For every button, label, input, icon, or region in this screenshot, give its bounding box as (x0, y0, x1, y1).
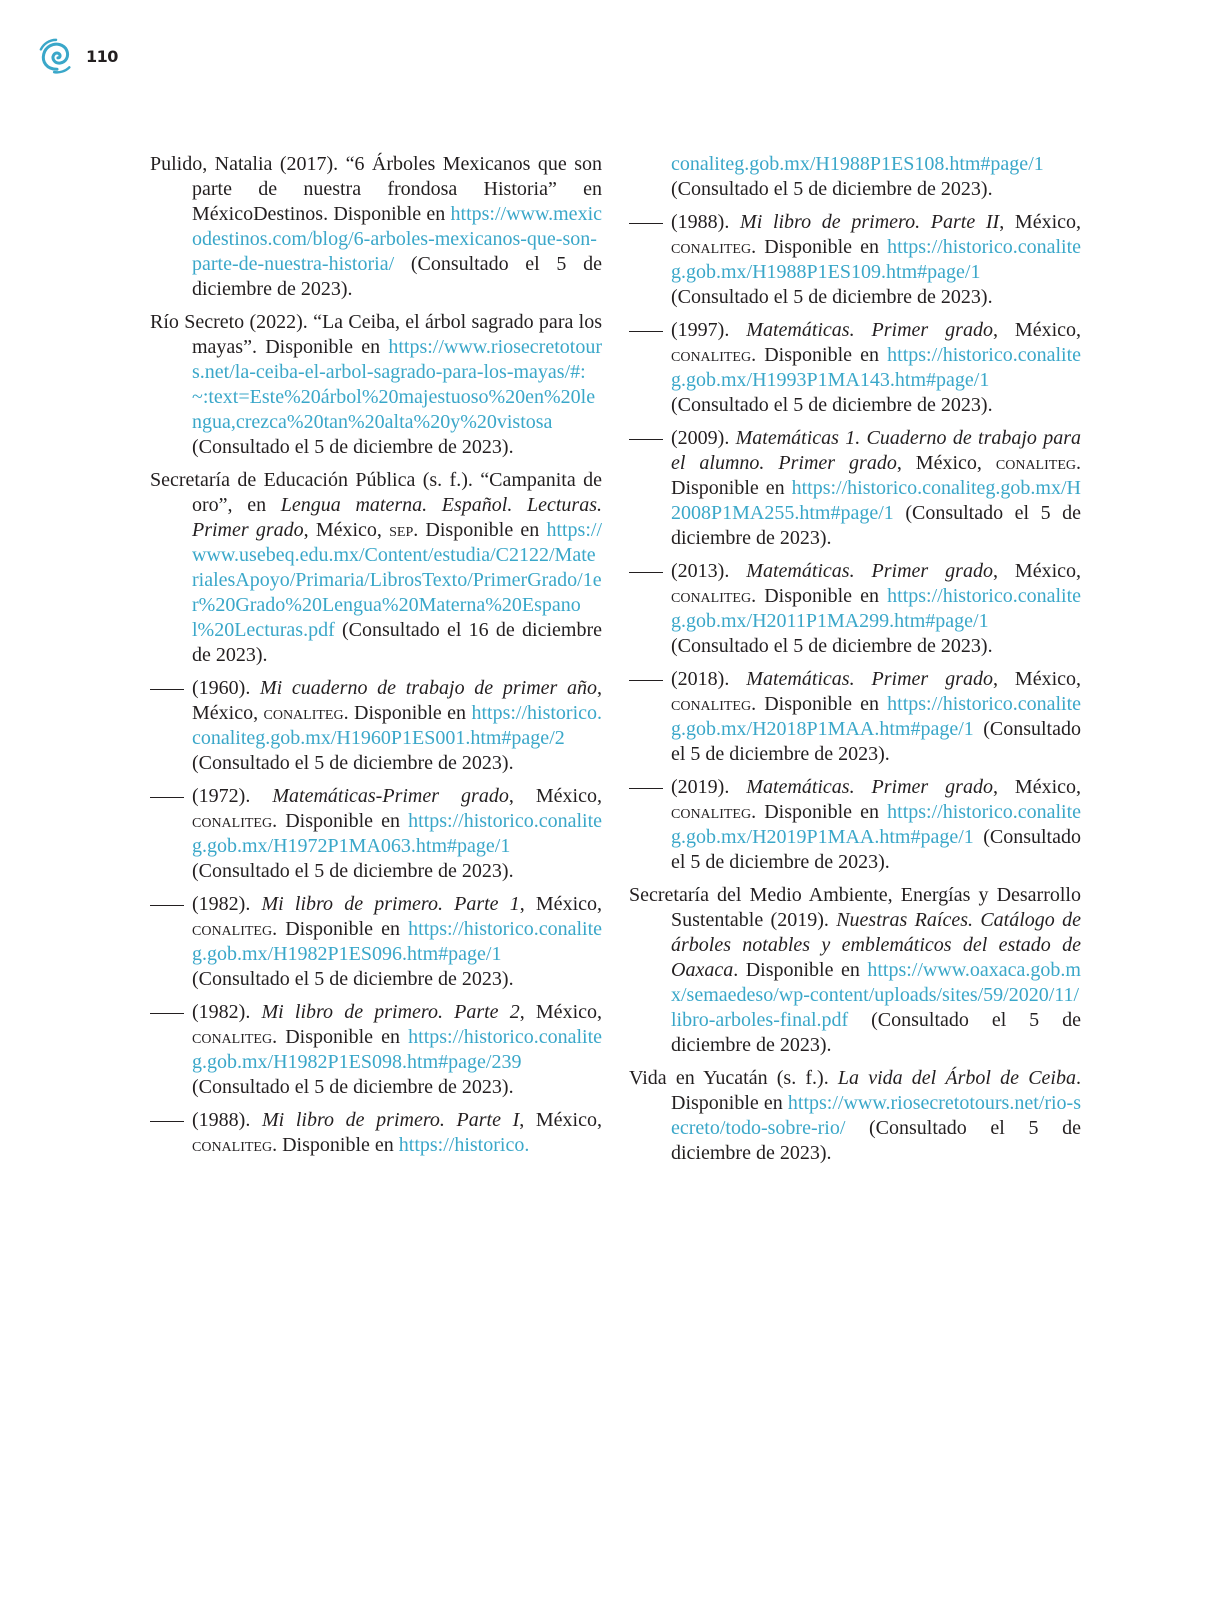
reference-link[interactable]: https://www.riosecretotours.net/la-ceiba-el-arbol-sagrado-para-los-mayas/#:~:text=Este%20árbol%20majestuoso%20en%20lengua,crezca%20tan%20alta%20y%20vistosa (192, 336, 602, 433)
reference-link[interactable]: https://www.mexicodestinos.com/blog/6-arboles-mexicanos-que-son-parte-de-nuestra-historia/ (192, 203, 602, 275)
reference-entry: (1972). Matemáticas-Primer grado, México, conaliteg. Disponible en https://historico.conaliteg.gob.mx/H1972P1MA063.htm#page/1 (Consultado el 5 de diciembre de 2023). (150, 784, 602, 884)
reference-entry: (2009). Matemáticas 1. Cuaderno de trabajo para el alumno. Primer grado, México, conaliteg. Disponible en https://historico.conaliteg.gob.mx/H2008P1MA255.htm#page/1 (Consultado el 5 de diciembre de 2023). (629, 426, 1081, 551)
reference-entry: (2018). Matemáticas. Primer grado, México, conaliteg. Disponible en https://historico.conaliteg.gob.mx/H2018P1MAA.htm#page/1 (Consultado el 5 de diciembre de 2023). (629, 667, 1081, 767)
reference-link[interactable]: https://historico.conaliteg.gob.mx/H1960P1ES001.htm#page/2 (192, 702, 603, 749)
spiral-wave-icon (38, 38, 76, 74)
reference-link[interactable]: https://historico.conaliteg.gob.mx/H2011P1MA299.htm#page/1 (671, 585, 1081, 632)
reference-link[interactable]: https://historico.conaliteg.gob.mx/H1982P1ES096.htm#page/1 (192, 918, 602, 965)
reference-entry: (1997). Matemáticas. Primer grado, México, conaliteg. Disponible en https://historico.conaliteg.gob.mx/H1993P1MA143.htm#page/1 (Consultado el 5 de diciembre de 2023). (629, 318, 1081, 418)
reference-entry-continued: conaliteg.gob.mx/H1988P1ES108.htm#page/1 (Consultado el 5 de diciembre de 2023). (671, 153, 1044, 200)
reference-entry: (2019). Matemáticas. Primer grado, México, conaliteg. Disponible en https://historico.conaliteg.gob.mx/H2019P1MAA.htm#page/1 (Consultado el 5 de diciembre de 2023). (629, 775, 1081, 875)
page-header (38, 36, 118, 76)
reference-link[interactable]: https://historico.conaliteg.gob.mx/H2019P1MAA.htm#page/1 (671, 801, 1081, 848)
reference-entry: Secretaría del Medio Ambiente, Energías y Desarrollo Sustentable (2019). Nuestras Raíces. Catálogo de árboles notables y emblemáticos del estado de Oaxaca. Disponible en https://www.oaxaca.gob.mx/semaedeso/wp-content/uploads/sites/59/2020/11/libro-arboles-final.pdf (Consultado el 5 de diciembre de 2023). (629, 884, 1082, 1056)
repeat-author-dash (629, 331, 663, 332)
reference-entry: Vida en Yucatán (s. f.). La vida del Árbol de Ceiba. Disponible en https://www.riosecretotours.net/rio-secreto/todo-sobre-rio/ (Consultado el 5 de diciembre de 2023). (629, 1067, 1081, 1164)
repeat-author-dash (629, 788, 663, 789)
reference-link[interactable]: https://historico.conaliteg.gob.mx/H1988P1ES109.htm#page/1 (671, 236, 1081, 283)
reference-entry: (1988). Mi libro de primero. Parte I, México, conaliteg. Disponible en https://historico. (150, 1108, 602, 1158)
reference-link[interactable]: https://historico.conaliteg.gob.mx/H2018P1MAA.htm#page/1 (671, 693, 1081, 740)
reference-link[interactable]: https://historico.conaliteg.gob.mx/H1993P1MA143.htm#page/1 (671, 344, 1081, 391)
reference-link[interactable]: https://historico.conaliteg.gob.mx/H1982P1ES098.htm#page/239 (192, 1026, 602, 1073)
reference-link[interactable]: https://historico.conaliteg.gob.mx/H1972P1MA063.htm#page/1 (192, 810, 602, 857)
repeat-author-dash (150, 905, 184, 906)
reference-entry: (1988). Mi libro de primero. Parte II, México, conaliteg. Disponible en https://historico.conaliteg.gob.mx/H1988P1ES109.htm#page/1 (Consultado el 5 de diciembre de 2023). (629, 210, 1081, 310)
references-column-left (150, 152, 602, 1166)
reference-entry: Pulido, Natalia (2017). “6 Árboles Mexicanos que son parte de nuestra frondosa Historia” en MéxicoDestinos. Disponible en https://www.mexicodestinos.com/blog/6-arboles-mexicanos-que-son-parte-de-nuestra-historia/ (Consultado el 5 de diciembre de 2023). (150, 153, 602, 300)
reference-entry: (1982). Mi libro de primero. Parte 1, México, conaliteg. Disponible en https://historico.conaliteg.gob.mx/H1982P1ES096.htm#page/1 (Consultado el 5 de diciembre de 2023). (150, 892, 602, 992)
repeat-author-dash (629, 572, 663, 573)
reference-entry: (2013). Matemáticas. Primer grado, México, conaliteg. Disponible en https://historico.conaliteg.gob.mx/H2011P1MA299.htm#page/1 (Consultado el 5 de diciembre de 2023). (629, 559, 1081, 659)
reference-link[interactable]: https://www.riosecretotours.net/rio-secreto/todo-sobre-rio/ (671, 1092, 1081, 1139)
reference-entry: Secretaría de Educación Pública (s. f.). “Campanita de oro”, en Lengua materna. Español. Lecturas. Primer grado, México, sep. Disponible en https://www.usebeq.edu.mx/Content/estudia/C2122/MaterialesApoyo/Primaria/LibrosTexto/PrimerGrado/1er%20Grado%20Lengua%20Materna%20Espanol%20Lecturas.pdf (Consultado el 16 de diciembre de 2023). (150, 469, 603, 666)
reference-entry: (1960). Mi cuaderno de trabajo de primer año, México, conaliteg. Disponible en https://historico.conaliteg.gob.mx/H1960P1ES001.htm#page/2 (Consultado el 5 de diciembre de 2023). (150, 676, 602, 776)
repeat-author-dash (150, 1121, 184, 1122)
references-column-right (629, 152, 1081, 1174)
repeat-author-dash (629, 223, 663, 224)
reference-link[interactable]: conaliteg.gob.mx/H1988P1ES108.htm#page/1 (671, 153, 1044, 175)
reference-link[interactable]: https://historico.conaliteg.gob.mx/H2008P1MA255.htm#page/1 (671, 477, 1081, 524)
reference-entry: Río Secreto (2022). “La Ceiba, el árbol sagrado para los mayas”. Disponible en https://www.riosecretotours.net/la-ceiba-el-arbol-sagrado-para-los-mayas/#:~:text=Este%20árbol%20majestuoso%20en%20lengua,crezca%20tan%20alta%20y%20vistosa (Consultado el 5 de diciembre de 2023). (150, 311, 602, 458)
repeat-author-dash (150, 797, 184, 798)
reference-link[interactable]: https://historico. (398, 1134, 530, 1156)
repeat-author-dash (150, 689, 184, 690)
reference-link[interactable]: https://www.usebeq.edu.mx/Content/estudia/C2122/MaterialesApoyo/Primaria/LibrosTexto/PrimerGrado/1er%20Grado%20Lengua%20Materna%20Espanol%20Lecturas.pdf (192, 519, 603, 641)
repeat-author-dash (629, 680, 663, 681)
repeat-author-dash (150, 1013, 184, 1014)
reference-entry: (1982). Mi libro de primero. Parte 2, México, conaliteg. Disponible en https://historico.conaliteg.gob.mx/H1982P1ES098.htm#page/239 (Consultado el 5 de diciembre de 2023). (150, 1000, 602, 1100)
page-number: 110 (86, 46, 118, 66)
repeat-author-dash (629, 439, 663, 440)
reference-link[interactable]: https://www.oaxaca.gob.mx/semaedeso/wp-content/uploads/sites/59/2020/11/libro-arboles-final.pdf (671, 959, 1081, 1031)
